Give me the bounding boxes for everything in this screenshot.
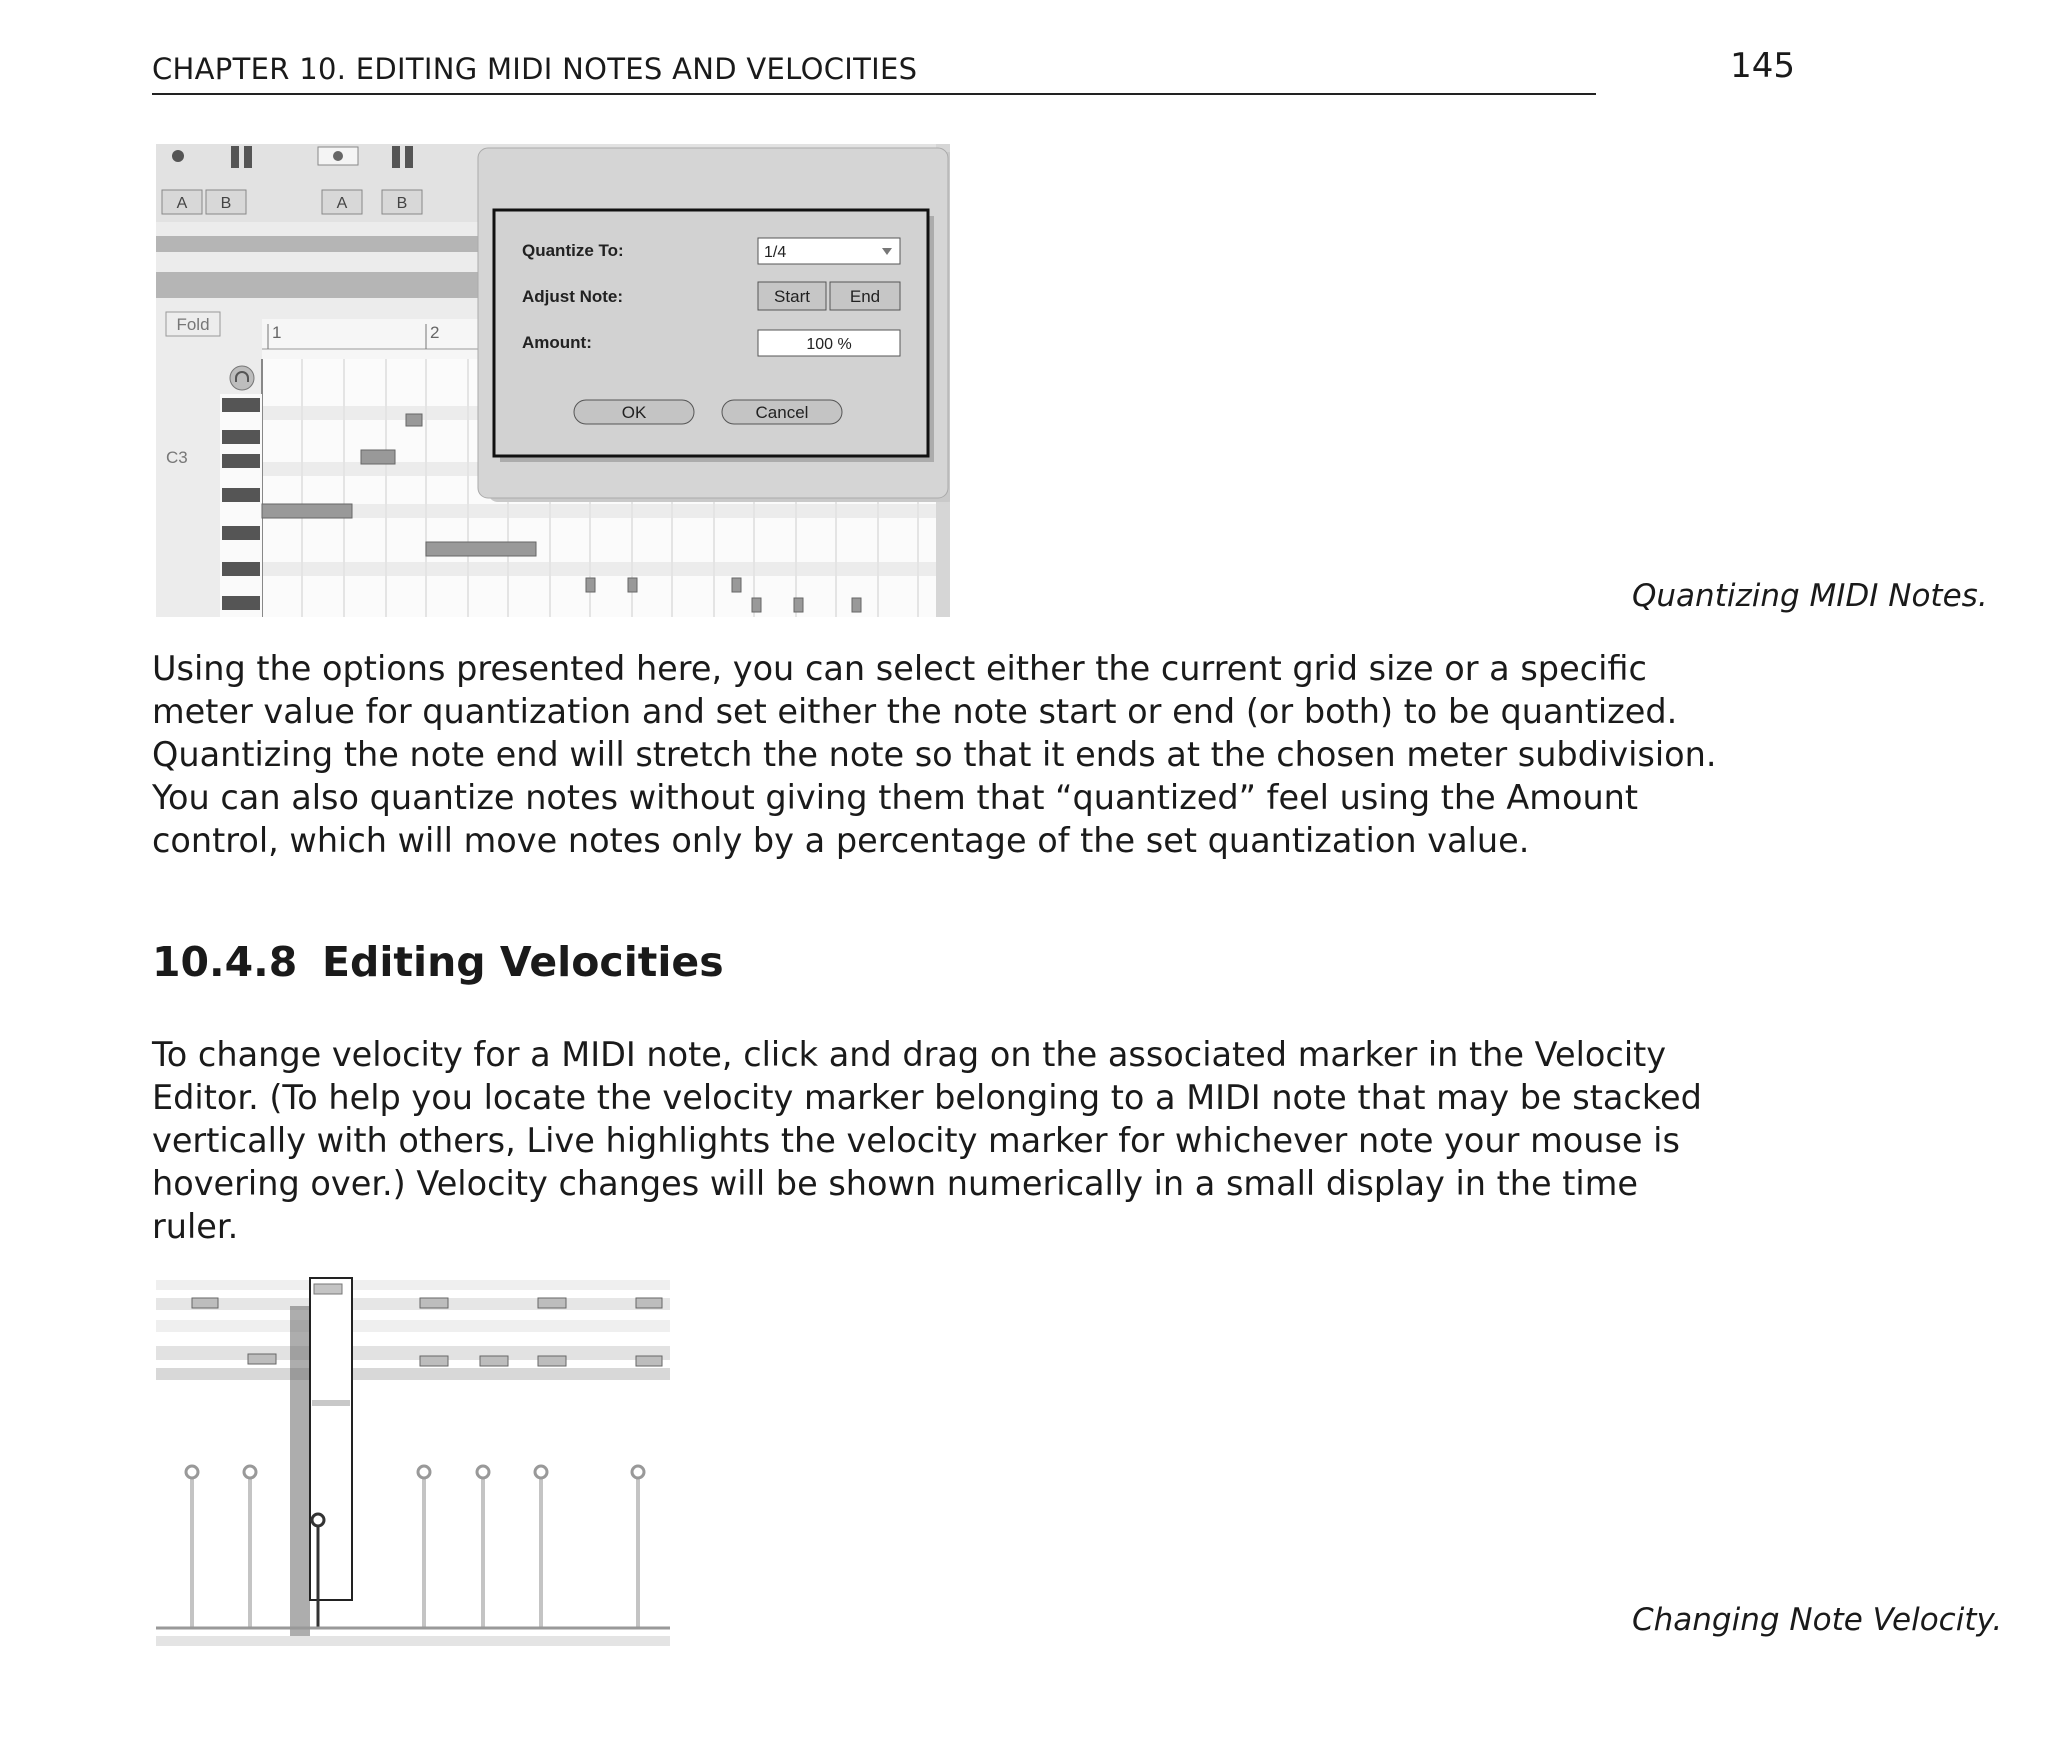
midi-note[interactable] <box>420 1298 448 1308</box>
figure-caption-quantize: Quantizing MIDI Notes. <box>1632 578 1988 614</box>
track-button-b-2[interactable] <box>382 190 422 214</box>
svg-text:OK: OK <box>621 403 647 422</box>
midi-note[interactable] <box>426 542 536 556</box>
quantize-to-label: Quantize To: <box>522 241 624 260</box>
cancel-button[interactable] <box>722 400 842 424</box>
svg-text:Cancel: Cancel <box>755 403 809 422</box>
quantize-to-select[interactable] <box>758 238 900 264</box>
svg-text:B: B <box>220 195 232 212</box>
velocity-marker-active[interactable] <box>312 1514 324 1526</box>
record-icon[interactable] <box>172 150 184 162</box>
svg-text:End: End <box>849 287 881 306</box>
midi-note[interactable] <box>406 414 422 426</box>
quantize-screenshot-svg <box>156 144 950 617</box>
headphones-icon[interactable] <box>230 366 254 390</box>
figure-quantize-screenshot <box>156 144 950 617</box>
velocity-marker[interactable] <box>477 1466 489 1478</box>
velocity-marker[interactable] <box>632 1466 644 1478</box>
midi-note[interactable] <box>361 450 395 464</box>
paragraph-line: Quantizing the note end will stretch the note so that it ends at the chosen meter subdivision. <box>152 735 1717 774</box>
track-button-b-1[interactable] <box>206 190 246 214</box>
stop-icon[interactable] <box>231 146 239 168</box>
midi-note[interactable] <box>480 1356 508 1366</box>
section-title: Editing Velocities <box>322 938 724 986</box>
header-rule <box>152 93 1596 95</box>
figure-caption-velocity: Changing Note Velocity. <box>1632 1602 2003 1638</box>
ruler-mark-1: 1 <box>272 323 282 342</box>
note-label-c3: C3 <box>166 448 188 467</box>
paragraph-line: You can also quantize notes without giving them that “quantized” feel using the Amount <box>152 778 1639 817</box>
paragraph-line: hovering over.) Velocity changes will be shown numerically in a small display in the time <box>152 1164 1638 1203</box>
midi-note[interactable] <box>192 1298 218 1308</box>
midi-note[interactable] <box>852 598 861 612</box>
amount-label: Amount: <box>522 333 592 352</box>
svg-text:B: B <box>396 195 408 212</box>
midi-note[interactable] <box>538 1298 566 1308</box>
paragraph-line: vertically with others, Live highlights the velocity marker for whichever note your mouse is <box>152 1121 1680 1160</box>
amount-field[interactable] <box>758 330 900 356</box>
ok-button[interactable] <box>574 400 694 424</box>
midi-note[interactable] <box>752 598 761 612</box>
velocity-marker[interactable] <box>186 1466 198 1478</box>
piano-keyboard[interactable] <box>220 394 262 617</box>
svg-text:Fold: Fold <box>176 315 210 334</box>
running-header-chapter: CHAPTER 10. EDITING MIDI NOTES AND VELOCITIES <box>152 52 918 86</box>
start-button[interactable] <box>758 282 826 310</box>
adjust-note-label: Adjust Note: <box>522 287 624 306</box>
svg-text:Start: Start <box>774 287 810 306</box>
velocity-marker[interactable] <box>535 1466 547 1478</box>
midi-note[interactable] <box>262 504 352 518</box>
section-heading <box>152 938 724 986</box>
midi-note[interactable] <box>586 578 595 592</box>
svg-text:A: A <box>176 195 188 212</box>
fold-button[interactable] <box>166 312 220 336</box>
paragraph-line: Using the options presented here, you can select either the current grid size or a specific <box>152 649 1647 688</box>
end-button[interactable] <box>830 282 900 310</box>
velocity-marker[interactable] <box>244 1466 256 1478</box>
quantize-dialog <box>478 148 950 502</box>
paragraph-line: control, which will move notes only by a percentage of the set quantization value. <box>152 821 1530 860</box>
midi-note[interactable] <box>248 1354 276 1364</box>
velocity-marker[interactable] <box>418 1466 430 1478</box>
svg-text:100 %: 100 % <box>806 336 852 353</box>
paragraph-line: ruler. <box>152 1207 239 1246</box>
midi-note[interactable] <box>636 1298 662 1308</box>
paragraph-line: meter value for quantization and set either the note start or end (or both) to be quantized. <box>152 692 1678 731</box>
svg-text:1/4: 1/4 <box>764 244 787 261</box>
midi-note[interactable] <box>732 578 741 592</box>
velocity-screenshot-svg <box>156 1276 670 1649</box>
record-arm-icon[interactable] <box>333 151 343 161</box>
figure-velocity-screenshot <box>156 1276 670 1649</box>
paragraph-line: Editor. (To help you locate the velocity marker belonging to a MIDI note that may be stacked <box>152 1078 1702 1117</box>
paragraph-line: To change velocity for a MIDI note, click and drag on the associated marker in the Velocity <box>152 1035 1667 1074</box>
page-number: 145 <box>1730 46 1795 86</box>
section-number: 10.4.8 <box>152 938 298 986</box>
svg-text:A: A <box>336 195 348 212</box>
track-button-a-1[interactable] <box>162 190 202 214</box>
highlighted-note-column <box>310 1278 352 1600</box>
midi-note[interactable] <box>628 578 637 592</box>
midi-note[interactable] <box>538 1356 566 1366</box>
midi-note[interactable] <box>636 1356 662 1366</box>
midi-note[interactable] <box>420 1356 448 1366</box>
track-button-a-2[interactable] <box>322 190 362 214</box>
midi-note[interactable] <box>794 598 803 612</box>
paragraph-velocity <box>152 1033 1702 1248</box>
paragraph-quantize <box>152 647 1717 862</box>
ruler-mark-2: 2 <box>430 323 440 342</box>
